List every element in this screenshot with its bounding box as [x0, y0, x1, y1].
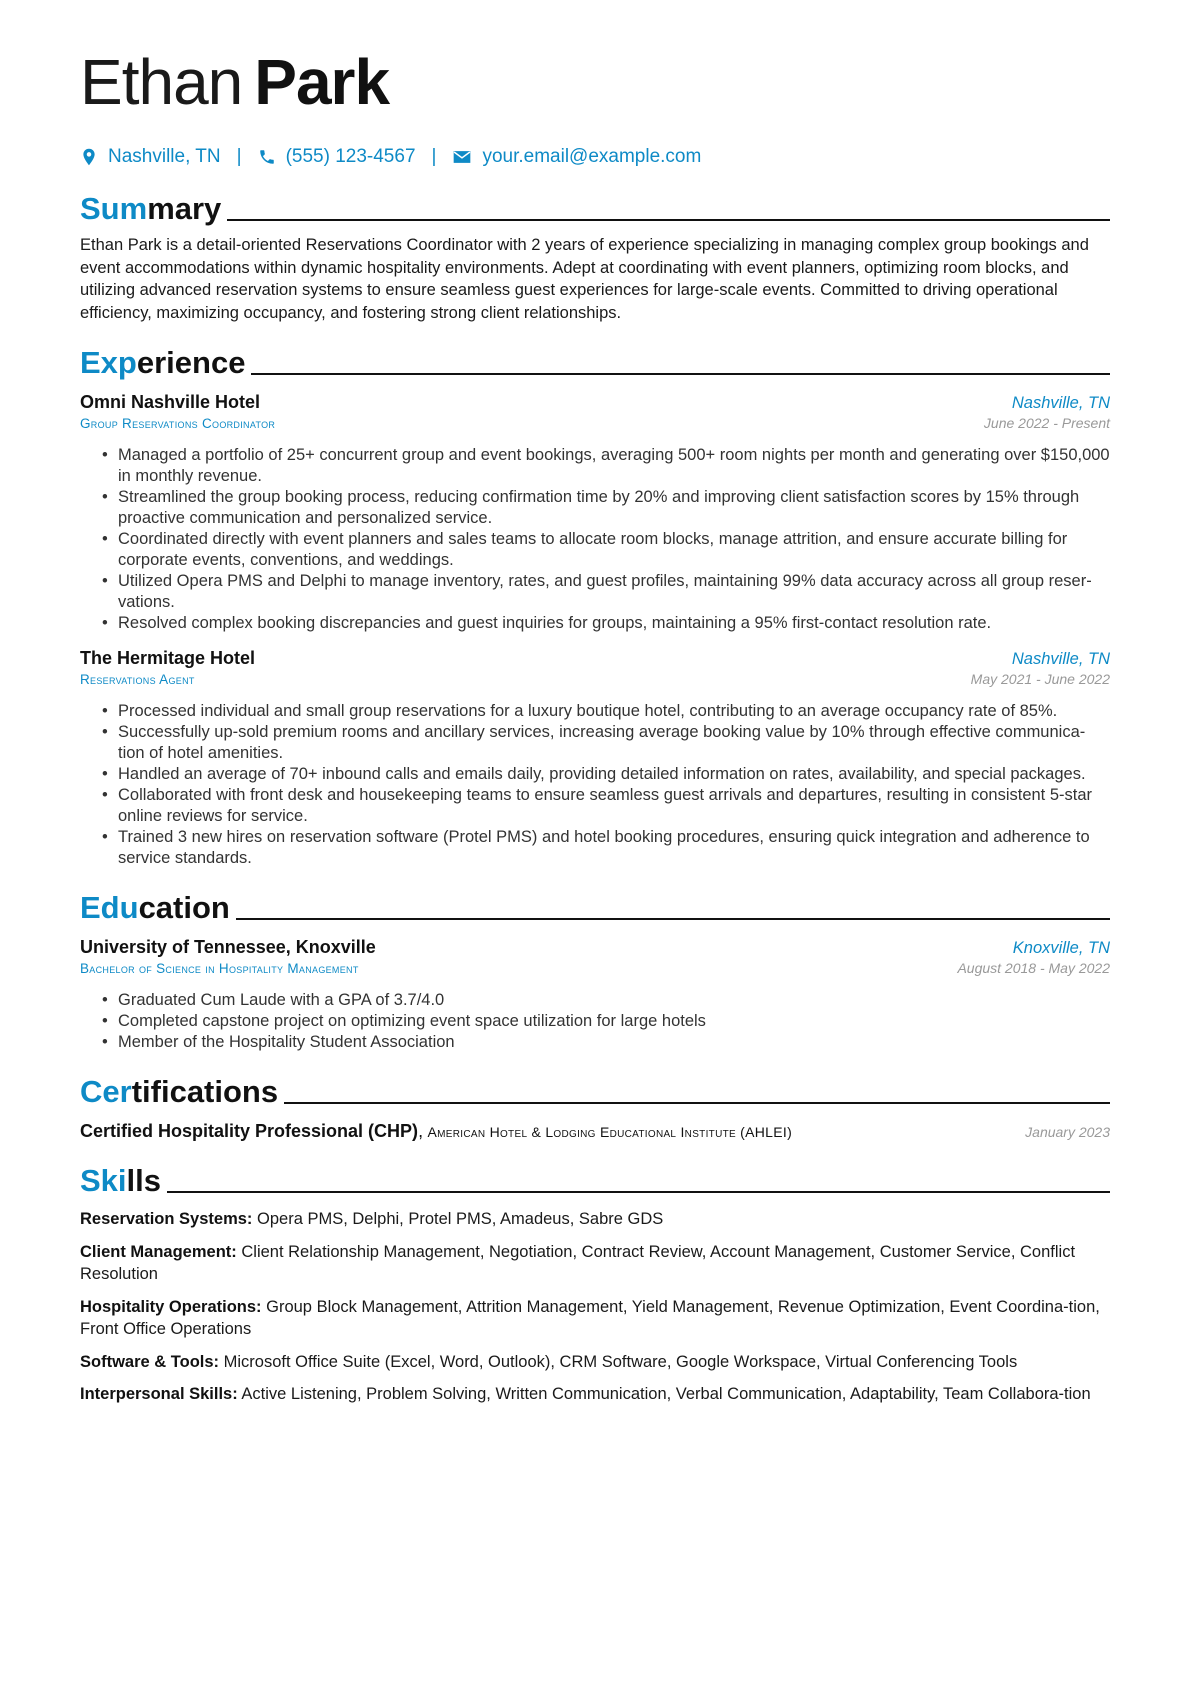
list-item: • Graduated Cum Laude with a GPA of 3.7/4.0 [102, 990, 1110, 1011]
certification-entry [80, 1121, 1110, 1142]
contact-separator: | [431, 146, 437, 167]
skill-label: Reservation Systems: [80, 1210, 253, 1228]
skill-value: Opera PMS, Delphi, Protel PMS, Amadeus, Sabre GDS [257, 1210, 664, 1228]
list-item: • Streamlined the group booking process, reducing confirmation time by 20% and improving client satisfaction scores by 15% through proactive communication and personalized service. [102, 487, 1110, 529]
heading-accent: Edu [80, 890, 139, 925]
last-name: Park [254, 46, 390, 118]
list-item: • Resolved complex booking discrepancies and guest inquiries for groups, maintaining a 95% first-contact resolution rate. [102, 613, 1110, 634]
skill-value: Microsoft Office Suite (Excel, Word, Outlook), CRM Software, Google Workspace, Virtual Conferencing Tools [223, 1352, 1018, 1371]
heading-rule [251, 373, 1110, 375]
skills-heading [80, 1160, 1110, 1196]
list-item: • Handled an average of 70+ inbound calls and emails daily, providing detailed information on rates, availability, and special packages. [102, 764, 1110, 785]
job-entry [80, 648, 1110, 869]
contact-separator: | [236, 146, 242, 167]
contact-email[interactable] [452, 146, 701, 168]
skills-list [80, 1208, 1110, 1406]
list-item: • Successfully up-sold premium rooms and ancillary services, increasing average booking value by 10% through effective communica-tion of hotel amenities. [102, 722, 1110, 764]
location-text: Nashville, TN [108, 146, 221, 167]
job-role: Group Reservations Coordinator [80, 416, 276, 431]
certification-date: January 2023 [1025, 1124, 1110, 1140]
candidate-name [80, 46, 1110, 120]
heading-rest: cation [138, 890, 230, 925]
skill-row [80, 1296, 1110, 1341]
list-item: • Completed capstone project on optimizing event space utilization for large hotels [102, 1011, 1110, 1032]
heading-rule [167, 1191, 1110, 1193]
skill-label: Software & Tools: [80, 1352, 220, 1371]
heading-rule [284, 1102, 1110, 1104]
school-location: Knoxville, TN [1012, 939, 1110, 957]
list-item: • Managed a portfolio of 25+ concurrent group and event bookings, averaging 500+ room nights per month and generating over $150,000 in monthly revenue. [102, 445, 1110, 487]
job-dates: May 2021 - June 2022 [970, 671, 1110, 687]
summary-text: Ethan Park is a detail-oriented Reservations Coordinator with 2 years of experience specializing in managing complex group bookings and event accommodations within dynamic hospitality environments. Adept at coordinating with event planners, optimizing room blocks, and utilizing advanced reservation systems to ensure seamless guest experiences for large-scale events. Committed to driving operational efficiency, maximizing occupancy, and fostering strong client relationships. [80, 236, 1089, 322]
heading-rule [236, 918, 1110, 920]
job-location: Nashville, TN [1011, 394, 1110, 412]
skill-row [80, 1383, 1110, 1406]
heading-rule [227, 219, 1110, 221]
map-pin-icon [80, 147, 98, 167]
job-dates: June 2022 - Present [983, 415, 1110, 431]
first-name: Ethan [80, 46, 243, 118]
degree: Bachelor of Science in Hospitality Management [80, 961, 359, 976]
list-item: • Collaborated with front desk and housekeeping teams to ensure seamless guest arrivals and departures, resulting in consistent 5-star online reviews for service. [102, 785, 1110, 827]
experience-heading [80, 342, 1110, 378]
heading-accent: Ski [80, 1163, 127, 1198]
school-name: University of Tennessee, Knoxville [80, 937, 376, 957]
heading-rest: erience [136, 345, 246, 380]
phone-icon [258, 147, 276, 167]
certification-name: Certified Hospitality Professional (CHP) [80, 1121, 419, 1141]
heading-accent: Cer [80, 1074, 132, 1109]
list-item: • Trained 3 new hires on reservation software (Protel PMS) and hotel booking procedures, ensuring quick integration and adherence to service standards. [102, 827, 1110, 869]
job-org: Omni Nashville Hotel [80, 392, 261, 412]
skill-row [80, 1241, 1110, 1286]
skill-value: Group Block Management, Attrition Management, Yield Management, Revenue Optimization, Event Coordina-tion, Front Office Operations [80, 1297, 1100, 1338]
summary-heading [80, 188, 1110, 224]
education-dates: August 2018 - May 2022 [957, 960, 1110, 976]
job-role: Reservations Agent [80, 672, 195, 687]
list-item: • Utilized Opera PMS and Delphi to manage inventory, rates, and guest profiles, maintaining 99% data accuracy across all group reser-vations. [102, 571, 1110, 613]
job-bullets [80, 445, 1110, 634]
job-org: The Hermitage Hotel [80, 648, 256, 668]
envelope-icon [452, 147, 472, 167]
list-item: • Member of the Hospitality Student Association [102, 1032, 1110, 1053]
skill-label: Hospitality Operations: [80, 1297, 262, 1316]
education-heading [80, 887, 1110, 923]
contact-bar [80, 144, 1110, 170]
skill-row [80, 1351, 1110, 1374]
skill-value: Client Relationship Management, Negotiation, Contract Review, Account Management, Customer Service, Conflict Resolution [80, 1242, 1076, 1283]
education-bullets [80, 990, 1110, 1053]
skill-row [80, 1208, 1110, 1231]
certification-issuer: American Hotel & Lodging Educational Institute (AHLEI) [427, 1124, 793, 1140]
heading-rest: tifications [131, 1074, 279, 1109]
email-link[interactable]: your.email@example.com [482, 146, 702, 167]
list-item: • Coordinated directly with event planners and sales teams to allocate room blocks, manage attrition, and ensure accurate billing for corporate events, conventions, and weddings. [102, 529, 1110, 571]
contact-phone[interactable] [258, 146, 416, 168]
skill-label: Interpersonal Skills: [80, 1385, 238, 1403]
certification-comma: , [418, 1121, 424, 1141]
skill-label: Client Management: [80, 1242, 237, 1261]
heading-rest: mary [147, 191, 222, 226]
phone-text: (555) 123-4567 [285, 146, 416, 167]
heading-rest: lls [126, 1163, 161, 1198]
contact-location [80, 146, 221, 168]
heading-accent: Sum [80, 191, 148, 226]
education-entry [80, 937, 1110, 1053]
skill-value: Active Listening, Problem Solving, Written Communication, Verbal Communication, Adaptability, Team Collabora-tion [241, 1385, 1091, 1403]
job-entry [80, 392, 1110, 634]
certifications-heading [80, 1071, 1110, 1107]
list-item: • Processed individual and small group reservations for a luxury boutique hotel, contributing to an average occupancy rate of 85%. [102, 701, 1110, 722]
job-location: Nashville, TN [1011, 650, 1110, 668]
heading-accent: Exp [80, 345, 137, 380]
job-bullets [80, 701, 1110, 869]
